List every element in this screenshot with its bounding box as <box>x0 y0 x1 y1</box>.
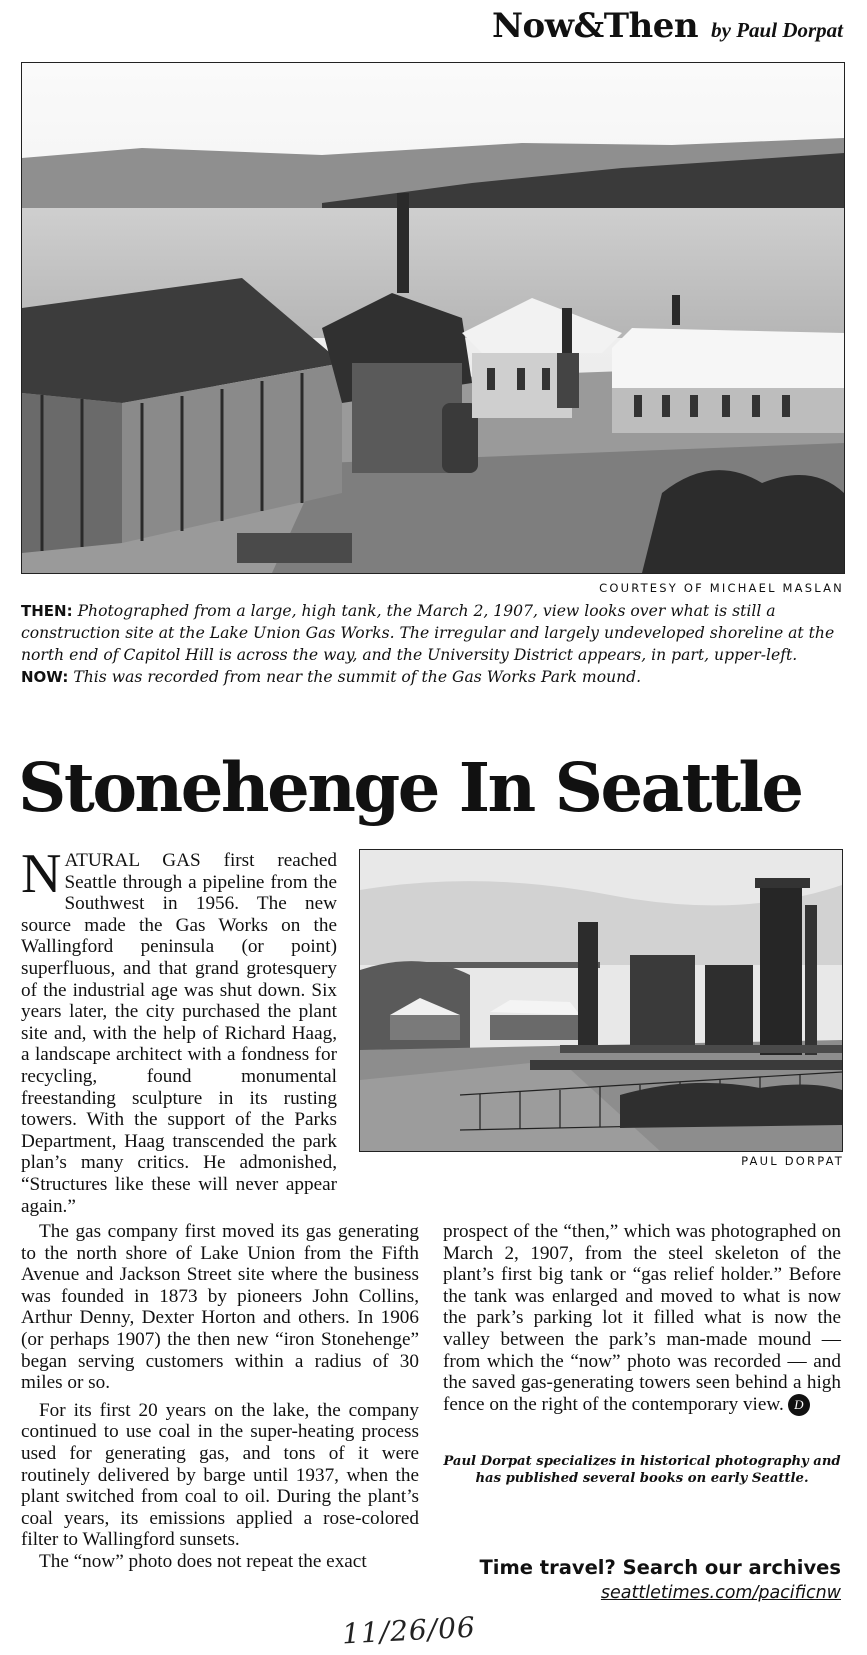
archive-link[interactable]: seattletimes.com/pacificnw <box>600 1583 841 1603</box>
article-paragraph <box>21 843 337 1217</box>
photo-caption <box>21 600 846 688</box>
caption-then-text: Photographed from a large, high tank, the March 2, 1907, view looks over what is still a construction site at the Lake Union Gas Works. The irregular and largely undeveloped shoreline at the north end of Capitol Hill is across the way, and the University District appears, in part, upper-left. <box>21 602 835 664</box>
headline: Stonehenge In Seattle <box>18 748 802 827</box>
caption-then-label: THEN: <box>21 602 73 620</box>
article-column-1 <box>21 843 337 1217</box>
article-paragraph: The “now” photo does not repeat the exact <box>39 1550 367 1572</box>
article-paragraph: For its first 20 years on the lake, the company continued to use coal in the super-heating process used for generating gas, and tons of it were routinely delivered by barge until 1937, when the plant switched from coal to oil. During the plant’s coal years, its emissions applied a rose-colored filter to Wallingford sunsets. <box>21 1399 419 1551</box>
now-photo <box>359 849 843 1152</box>
caption-now <box>21 666 846 688</box>
drop-cap: N <box>21 843 62 905</box>
archive-promo-headline: Time travel? Search our archives <box>479 1556 841 1579</box>
then-photo <box>21 62 845 574</box>
article-text: ATURAL GAS first reached Seattle through a pipeline from the Southwest in 1956. The new source made the Gas Works on the Wallingford peninsula (or point) superfluous, and that grand grotesquery of the industrial age was shut down. Six years later, the city purchased the plant site and, with the help of Richard Haag, a landscape architect with a fondness for recycling, found monumental freestanding sculpture in its rusting towers. With the support of the Parks Department, Haag transcended the park plan’s many critics. He admonished, “Structures like these will never appear again.” <box>21 850 337 1217</box>
photo-credit: COURTESY OF MICHAEL MASLAN <box>599 581 844 595</box>
author-bio: Paul Dorpat specializes in historical photography and has published several books on early Seattle. <box>443 1454 841 1486</box>
masthead <box>0 6 843 46</box>
article-column-3 <box>443 1221 841 1416</box>
caption-now-label: NOW: <box>21 668 69 686</box>
then-photo-illustration <box>22 63 844 573</box>
article-paragraph: The gas company first moved its gas generating to the north shore of Lake Union from the Fifth Avenue and Jackson Street site where the business was founded in 1873 by pioneers John Collins, Arthur Denny, Dexter Horton and others. In 1906 (or perhaps 1907) the then new “iron Stonehenge” began serving customers within a radius of 30 miles or so. <box>21 1221 419 1394</box>
caption-then <box>21 600 846 666</box>
article-column-2 <box>21 1221 419 1573</box>
column-title: Now&Then <box>491 6 699 46</box>
article-text: prospect of the “then,” which was photographed on March 2, 1907, from the steel skeleton of the plant’s first big tank or “gas relief holder.” Before the tank was enlarged and moved to what is now the park’s parking lot it filled what is now the valley between the park’s man-made mound — from which the “now” photo was recorded — and the saved gas-generating towers seen behind a high fence on the right of the contemporary view. <box>443 1221 841 1415</box>
handwritten-date: 11/26/06 <box>341 1610 477 1651</box>
caption-now-text: This was recorded from near the summit of the Gas Works Park mound. <box>73 668 642 686</box>
end-mark-icon: D <box>788 1394 810 1416</box>
article-paragraph <box>443 1221 841 1416</box>
now-photo-illustration <box>360 850 842 1151</box>
byline: by Paul Dorpat <box>711 18 843 42</box>
photo-credit: PAUL DORPAT <box>741 1154 844 1168</box>
